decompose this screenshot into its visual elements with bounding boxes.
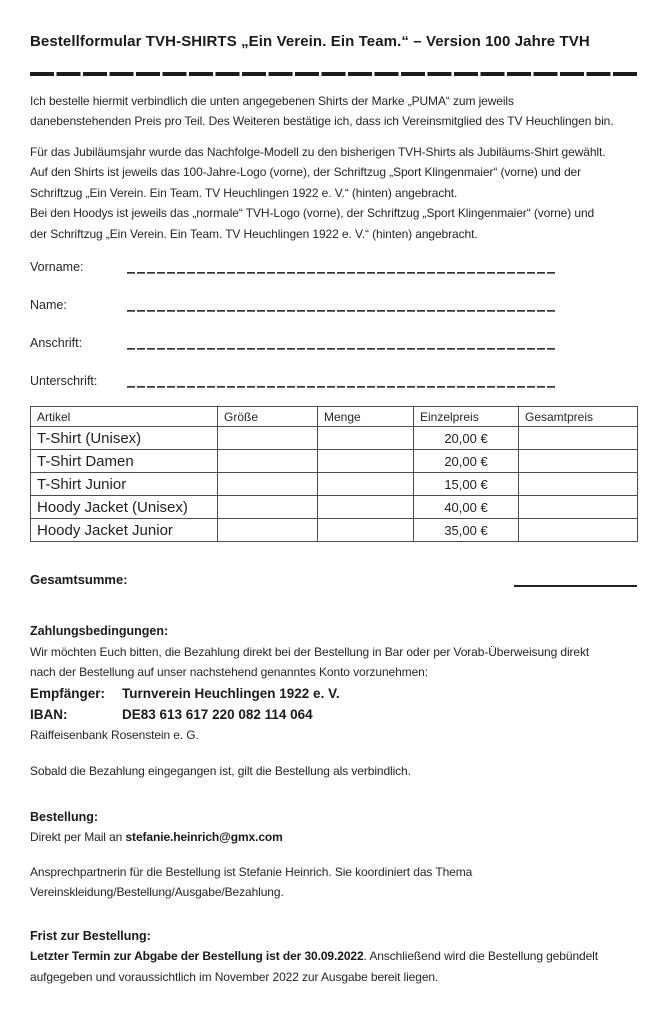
artikel-cell: T-Shirt Damen bbox=[31, 450, 218, 473]
table-row bbox=[31, 450, 638, 473]
menge-cell[interactable] bbox=[318, 473, 414, 496]
field-row-unterschrift bbox=[30, 368, 637, 388]
personal-fields bbox=[30, 254, 637, 388]
contact-paragraph bbox=[30, 862, 637, 903]
menge-cell[interactable] bbox=[318, 496, 414, 519]
gesamtpreis-cell[interactable] bbox=[519, 450, 638, 473]
einzelpreis-cell: 35,00 € bbox=[414, 519, 519, 542]
menge-cell[interactable] bbox=[318, 519, 414, 542]
artikel-cell: T-Shirt Junior bbox=[31, 473, 218, 496]
einzelpreis-cell: 40,00 € bbox=[414, 496, 519, 519]
deadline-section bbox=[30, 926, 637, 988]
description-line: Bei den Hoodys ist jeweils das „normale“ TVH-Logo (vorne), der Schriftzug „Sport Klingenmaier“ (vorne) und bbox=[30, 206, 595, 220]
deadline-paragraph bbox=[30, 946, 644, 987]
artikel-cell: Hoody Jacket (Unisex) bbox=[31, 496, 218, 519]
total-fill-line[interactable] bbox=[514, 571, 637, 587]
recipient-row bbox=[30, 683, 637, 704]
name-label: Name: bbox=[30, 298, 67, 312]
contact-line: Ansprechpartnerin für die Bestellung ist Stefanie Heinrich. Sie koordiniert das Thema bbox=[30, 864, 473, 879]
groesse-cell[interactable] bbox=[218, 473, 318, 496]
order-table bbox=[30, 406, 638, 542]
mail-prefix: Direkt per Mail an bbox=[30, 830, 126, 844]
gesamtpreis-cell[interactable] bbox=[519, 519, 638, 542]
groesse-cell[interactable] bbox=[218, 519, 318, 542]
recipient-label: Empfänger: bbox=[30, 685, 106, 701]
payment-body bbox=[30, 642, 637, 683]
payment-heading: Zahlungsbedingungen: bbox=[30, 624, 169, 638]
deadline-date-text: Letzter Termin zur Abgabe der Bestellung ist der 30.09.2022 bbox=[30, 949, 364, 963]
deadline-rest-text: . Anschließend wird die Bestellung gebündelt aufgegeben und voraussichtlich im November 2022 zur Ausgabe bereit liegen. bbox=[30, 949, 598, 984]
einzelpreis-cell: 20,00 € bbox=[414, 450, 519, 473]
payment-body-line: Wir möchten Euch bitten, die Bezahlung direkt bei der Bestellung in Bar oder per Vorab-Überweisung direkt bbox=[30, 644, 590, 659]
field-row-vorname bbox=[30, 254, 637, 274]
iban-label: IBAN: bbox=[30, 706, 68, 722]
intro-line: Ich bestelle hiermit verbindlich die unten angegebenen Shirts der Marke „PUMA“ zum jeweils bbox=[30, 93, 514, 108]
page-title: Bestellformular TVH-SHIRTS „Ein Verein. Ein Team.“ – Version 100 Jahre TVH bbox=[30, 33, 590, 50]
einzelpreis-cell: 20,00 € bbox=[414, 427, 519, 450]
vorname-fill-line[interactable] bbox=[127, 258, 556, 274]
header-groesse: Größe bbox=[218, 407, 318, 427]
recipient-value: Turnverein Heuchlingen 1922 e. V. bbox=[122, 685, 340, 701]
email-address[interactable]: stefanie.heinrich@gmx.com bbox=[125, 830, 283, 844]
gesamtpreis-cell[interactable] bbox=[519, 473, 638, 496]
description-line: der Schriftzug „Ein Verein. Ein Team. TV Heuchlingen 1922 e. V.“ (hinten) angebracht. bbox=[30, 226, 478, 241]
payment-section bbox=[30, 621, 637, 782]
groesse-cell[interactable] bbox=[218, 427, 318, 450]
deadline-heading: Frist zur Bestellung: bbox=[30, 928, 151, 943]
name-fill-line[interactable] bbox=[127, 296, 556, 312]
table-row bbox=[31, 519, 638, 542]
field-row-name bbox=[30, 292, 637, 312]
header-einzelpreis: Einzelpreis bbox=[414, 407, 519, 427]
table-row bbox=[31, 496, 638, 519]
intro-paragraph bbox=[30, 91, 637, 132]
gesamtpreis-cell[interactable] bbox=[519, 496, 638, 519]
payment-body-line: nach der Bestellung auf unser nachstehend genanntes Konto vorzunehmen: bbox=[30, 665, 428, 679]
field-row-anschrift bbox=[30, 330, 637, 350]
contact-line: Vereinskleidung/Bestellung/Ausgabe/Bezahlung. bbox=[30, 885, 284, 899]
menge-cell[interactable] bbox=[318, 450, 414, 473]
total-label: Gesamtsumme: bbox=[30, 572, 128, 587]
groesse-cell[interactable] bbox=[218, 496, 318, 519]
order-heading: Bestellung: bbox=[30, 809, 99, 824]
anschrift-label: Anschrift: bbox=[30, 336, 83, 350]
header-menge: Menge bbox=[318, 407, 414, 427]
total-row bbox=[30, 569, 637, 587]
description-line: Schriftzug „Ein Verein. Ein Team. TV Heuchlingen 1922 e. V.“ (hinten) angebracht. bbox=[30, 185, 458, 200]
description-line: Für das Jubiläumsjahr wurde das Nachfolge-Modell zu den bisherigen TVH-Shirts als Jubiläums-Shirt gewählt. bbox=[30, 144, 606, 159]
groesse-cell[interactable] bbox=[218, 450, 318, 473]
divider-line bbox=[30, 72, 637, 76]
artikel-cell: Hoody Jacket Junior bbox=[31, 519, 218, 542]
intro-line: danebenstehenden Preis pro Teil. Des Weiteren bestätige ich, dass ich Vereinsmitglied des TV Heuchlingen bin. bbox=[30, 114, 614, 128]
header-gesamtpreis: Gesamtpreis bbox=[519, 407, 638, 427]
bank-name: Raiffeisenbank Rosenstein e. G. bbox=[30, 727, 199, 742]
artikel-cell: T-Shirt (Unisex) bbox=[31, 427, 218, 450]
einzelpreis-cell: 15,00 € bbox=[414, 473, 519, 496]
header-artikel: Artikel bbox=[31, 407, 218, 427]
table-row bbox=[31, 427, 638, 450]
order-section bbox=[30, 807, 637, 903]
mail-line bbox=[30, 827, 637, 848]
gesamtpreis-cell[interactable] bbox=[519, 427, 638, 450]
unterschrift-label: Unterschrift: bbox=[30, 374, 98, 388]
description-line: Auf den Shirts ist jeweils das 100-Jahre-Logo (vorne), der Schriftzug „Sport Klingenmaier“ (vorne) und der bbox=[30, 165, 581, 179]
iban-row bbox=[30, 704, 637, 725]
description-paragraph bbox=[30, 142, 637, 245]
table-row bbox=[31, 473, 638, 496]
anschrift-fill-line[interactable] bbox=[127, 334, 556, 350]
table-header-row bbox=[31, 407, 638, 427]
iban-value: DE83 613 617 220 082 114 064 bbox=[122, 706, 313, 722]
menge-cell[interactable] bbox=[318, 427, 414, 450]
payment-confirmation: Sobald die Bezahlung eingegangen ist, gilt die Bestellung als verbindlich. bbox=[30, 764, 411, 778]
vorname-label: Vorname: bbox=[30, 260, 84, 274]
unterschrift-fill-line[interactable] bbox=[127, 372, 556, 388]
